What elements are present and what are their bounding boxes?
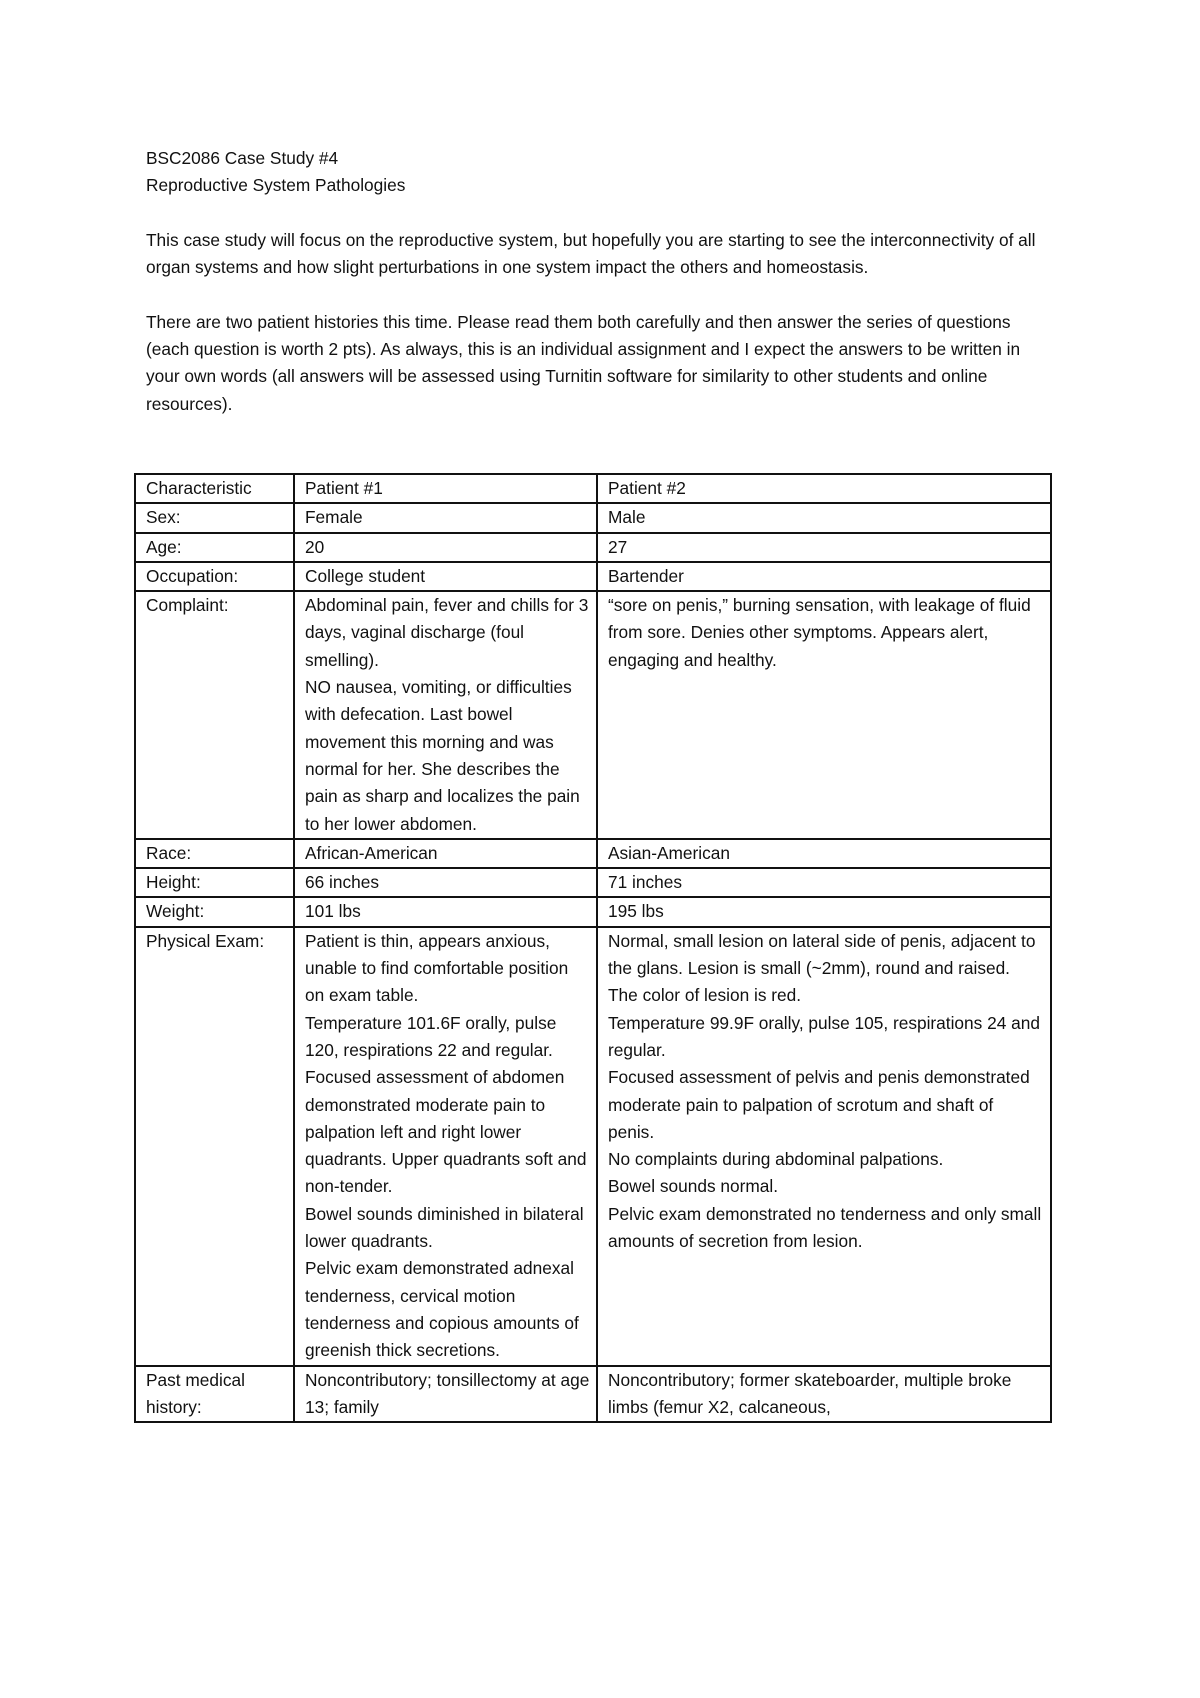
patient-1-cell: [294, 868, 597, 897]
cell-text: Bartender: [608, 565, 684, 586]
cell-text: African-American: [305, 842, 438, 863]
patient-2-cell: [597, 503, 1051, 532]
patient-1-cell: [294, 927, 597, 1366]
cell-text: Patient is thin, appears anxious, unable to find comfortable position on exam table.: [305, 930, 569, 1006]
cell-text: Asian-American: [608, 842, 730, 863]
cell-text: No complaints during abdominal palpations.: [608, 1149, 944, 1170]
cell-text: 66 inches: [305, 872, 379, 893]
cell-text: Pelvic exam demonstrated adnexal tenderness, cervical motion tenderness and copious amounts of greenish thick secretions.: [305, 1258, 579, 1361]
row-label: Weight:: [135, 897, 294, 926]
cell-text: Male: [608, 507, 646, 528]
cell-text: Focused assessment of abdomen demonstrated moderate pain to palpation left and right lower quadrants. Upper quadrants soft and non-tender.: [305, 1067, 587, 1197]
patient-2-cell: [597, 474, 1051, 503]
patient-comparison-table: [134, 473, 1052, 1423]
row-label: Past medical history:: [135, 1366, 294, 1423]
instructions-paragraph: There are two patient histories this time. Please read them both carefully and then answer the series of questions (each question is worth 2 pts). As always, this is an individual assignment and I expect the answers to be written in your own words (all answers will be assessed using Turnitin software for similarity to other students and online resources).: [146, 311, 1021, 414]
row-label: Sex:: [135, 503, 294, 532]
row-label: Characteristic: [135, 474, 294, 503]
cell-text: College student: [305, 565, 426, 586]
cell-text: Temperature 101.6F orally, pulse 120, respirations 22 and regular.: [305, 1012, 557, 1060]
cell-text: Bowel sounds normal.: [608, 1176, 779, 1197]
patient-1-cell: [294, 533, 597, 562]
cell-text: Normal, small lesion on lateral side of penis, adjacent to the glans. Lesion is small (~2mm), round and raised. The color of lesion is red.: [608, 930, 1036, 1006]
table-row: [135, 591, 1051, 839]
intro-paragraph: This case study will focus on the reproductive system, but hopefully you are starting to see the interconnectivity of all organ systems and how slight perturbations in one system impact the others and homeostasis.: [146, 229, 1036, 278]
document-subtitle: Reproductive System Pathologies: [146, 175, 406, 196]
patient-1-cell: [294, 897, 597, 926]
cell-text: Noncontributory; former skateboarder, multiple broke limbs (femur X2, calcaneous,: [608, 1369, 1012, 1417]
row-label: Occupation:: [135, 562, 294, 591]
table-row: [135, 927, 1051, 1366]
cell-text: Focused assessment of pelvis and penis demonstrated moderate pain to palpation of scrotum and shaft of penis.: [608, 1067, 1030, 1142]
patient-1-cell: [294, 474, 597, 503]
row-label: Physical Exam:: [135, 927, 294, 1366]
row-label: Race:: [135, 839, 294, 868]
patient-2-cell: [597, 591, 1051, 839]
cell-text: Bowel sounds diminished in bilateral lower quadrants.: [305, 1203, 584, 1252]
table-row: [135, 868, 1051, 897]
cell-text: 20: [305, 536, 325, 557]
patient-1-cell: [294, 1366, 597, 1423]
table-row: [135, 839, 1051, 868]
document-title: BSC2086 Case Study #4: [146, 148, 339, 168]
patient-2-cell: [597, 562, 1051, 591]
cell-text: 101 lbs: [305, 901, 361, 922]
patient-2-cell: [597, 927, 1051, 1366]
table-row: [135, 897, 1051, 926]
patient-1-cell: [294, 562, 597, 591]
patient-1-cell: [294, 839, 597, 868]
table-row: [135, 474, 1051, 503]
table-row: [135, 533, 1051, 562]
cell-text: “sore on penis,” burning sensation, with leakage of fluid from sore. Denies other symptoms. Appears alert, engaging and healthy.: [608, 595, 1031, 670]
cell-text: NO nausea, vomiting, or difficulties with defecation. Last bowel movement this morning and was normal for her. She describes the pain as sharp and localizes the pain to her lower abdomen.: [305, 677, 580, 834]
patient-2-cell: [597, 1366, 1051, 1423]
cell-text: 27: [608, 536, 628, 557]
cell-text: Noncontributory; tonsillectomy at age 13; family: [305, 1369, 590, 1417]
cell-text: Patient #1: [305, 478, 383, 498]
table-row: [135, 562, 1051, 591]
patient-2-cell: [597, 868, 1051, 897]
row-label: Height:: [135, 868, 294, 897]
table-row: [135, 503, 1051, 532]
row-label: Age:: [135, 533, 294, 562]
patient-2-cell: [597, 533, 1051, 562]
document-body: [146, 145, 1046, 418]
cell-text: Patient #2: [608, 478, 686, 498]
patient-1-cell: [294, 591, 597, 839]
cell-text: Abdominal pain, fever and chills for 3 days, vaginal discharge (foul smelling).: [305, 595, 589, 670]
cell-text: Temperature 99.9F orally, pulse 105, respirations 24 and regular.: [608, 1012, 1040, 1060]
cell-text: Female: [305, 507, 363, 528]
cell-text: Pelvic exam demonstrated no tenderness and only small amounts of secretion from lesion.: [608, 1203, 1042, 1252]
patient-2-cell: [597, 839, 1051, 868]
cell-text: 71 inches: [608, 872, 682, 893]
table-row: [135, 1366, 1051, 1423]
patient-1-cell: [294, 503, 597, 532]
row-label: Complaint:: [135, 591, 294, 839]
patient-2-cell: [597, 897, 1051, 926]
cell-text: 195 lbs: [608, 901, 664, 922]
